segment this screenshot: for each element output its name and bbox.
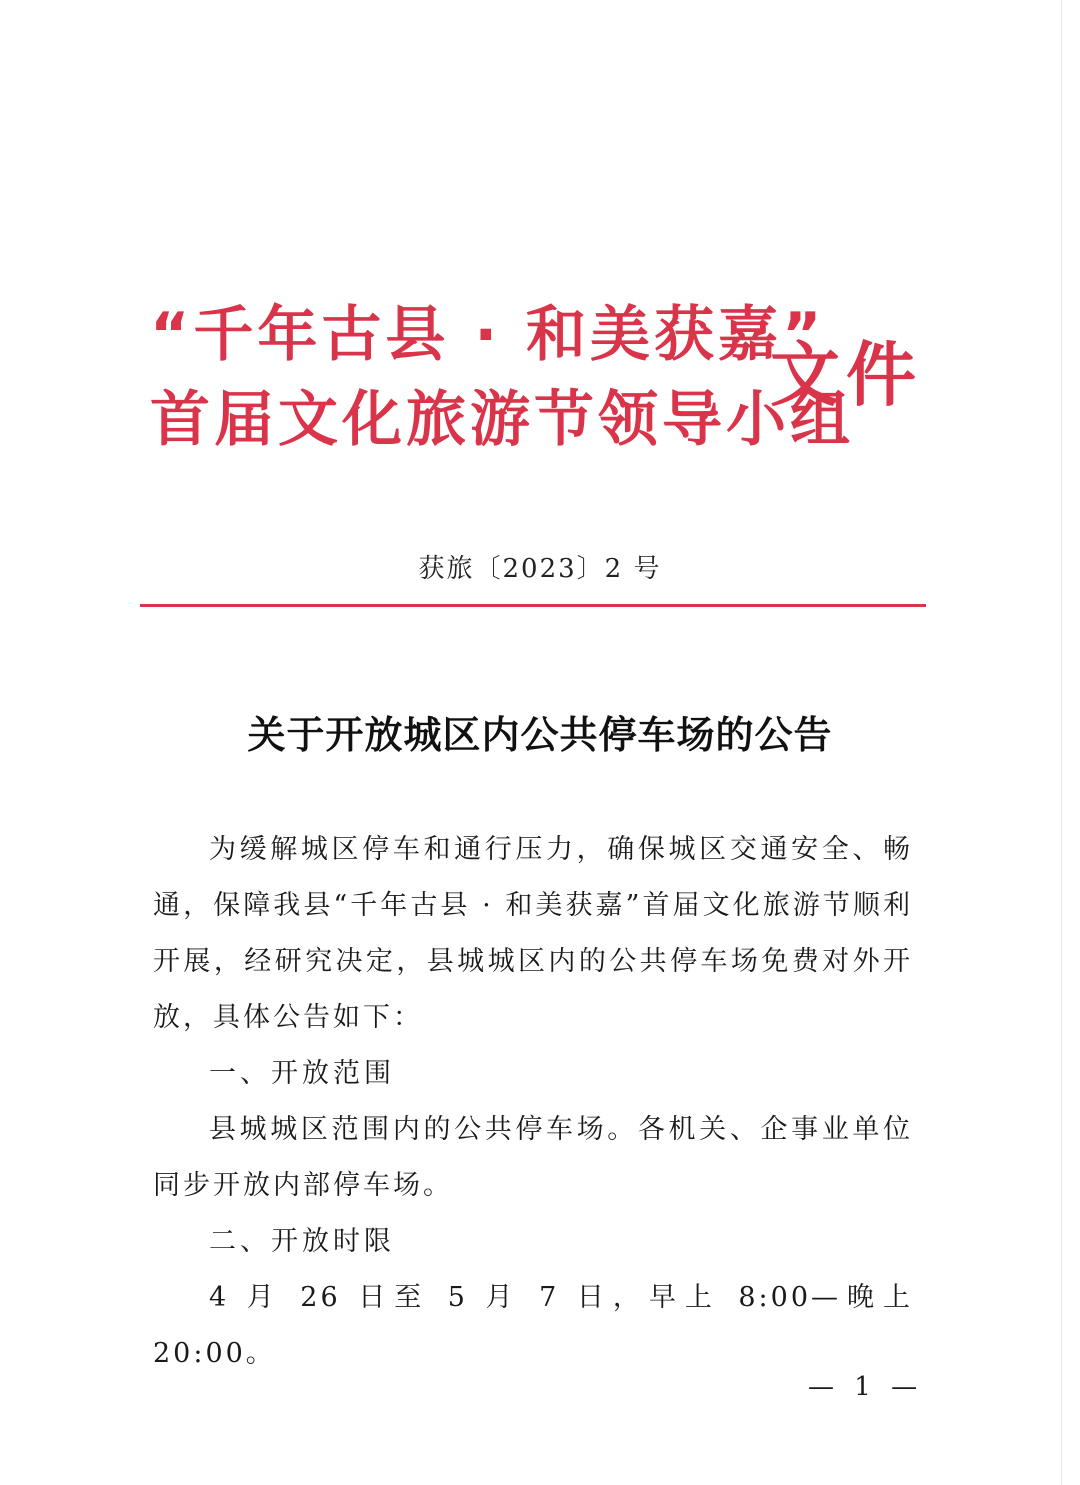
intro-paragraph: 为缓解城区停车和通行压力，确保城区交通安全、畅通，保障我县“千年古县 · 和美获嘉”首届文化旅游节顺利开展，经研究决定，县城城区内的公共停车场免费对外开放，具体公告如下： [153,834,913,1033]
section2-heading: 二、开放时限 [209,1226,395,1257]
red-letterhead [150,290,930,480]
document-title: 关于开放城区内公共停车场的公告 [247,712,833,757]
document-body [153,822,913,1382]
letterhead-line2: 首届文化旅游节领导小组 [150,385,854,455]
red-separator-line [140,604,926,607]
section1-heading: 一、开放范围 [209,1058,395,1089]
section2-paragraph: 4 月 26 日至 5 月 7 日，早上 8:00—晚上 20:00。 [153,1282,913,1369]
page-number: — 1 — [808,1372,924,1402]
letterhead-line1: “千年古县 · 和美获嘉” [150,300,826,370]
section1-paragraph: 县城城区范围内的公共停车场。各机关、企事业单位同步开放内部停车场。 [153,1114,913,1201]
letterhead-suffix: 文件 [770,334,922,416]
document-number: 获旅〔2023〕2 号 [418,554,662,584]
